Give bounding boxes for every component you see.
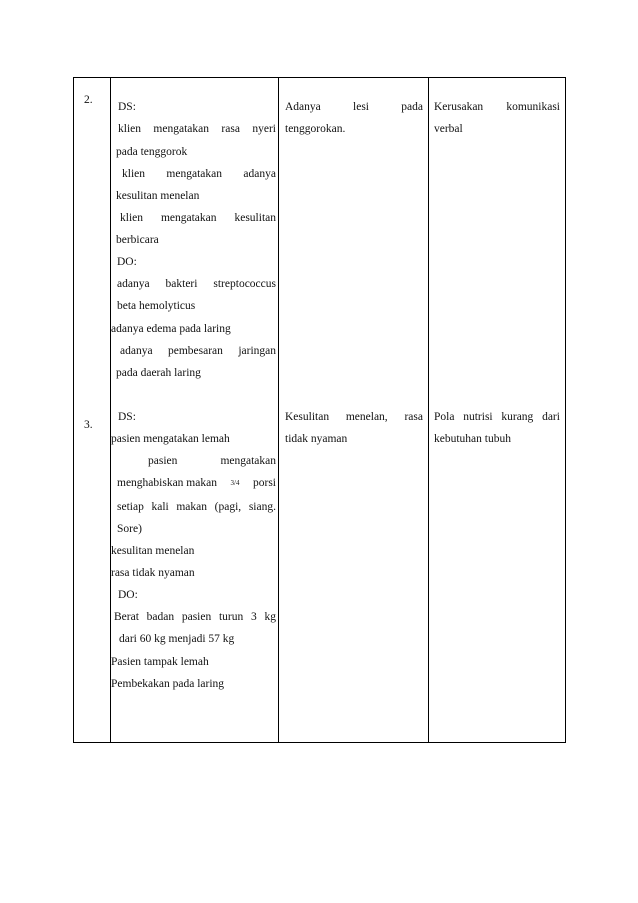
ds-label: DS: — [118, 101, 136, 113]
text-line: Pembekakan pada laring — [111, 678, 225, 690]
text-line: adanya bakteri streptococcus — [117, 278, 276, 290]
text-line: kebutuhan tubuh — [434, 433, 511, 445]
column-divider — [110, 78, 111, 742]
text-line: setiap kali makan (pagi, siang. — [117, 501, 276, 513]
do-label: DO: — [118, 589, 138, 601]
row-number: 3. — [84, 419, 93, 431]
text-line: rasa tidak nyaman — [111, 567, 195, 579]
text-line: verbal — [434, 123, 463, 135]
column-divider — [278, 78, 279, 742]
text-line: berbicara — [116, 234, 159, 246]
text-line: pasien mengatakan — [148, 455, 276, 467]
text-line: Sore) — [117, 523, 142, 535]
text-line: dari 60 kg menjadi 57 kg — [119, 633, 235, 645]
text-line: klien mengatakan adanya — [122, 168, 276, 180]
text-line: kesulitan menelan — [116, 190, 200, 202]
text-line: pasien mengatakan lemah — [111, 433, 230, 445]
ds-label: DS: — [118, 411, 136, 423]
text-line: tidak nyaman — [285, 433, 348, 445]
do-label: DO: — [117, 256, 137, 268]
text-line: Pola nutrisi kurang dari — [434, 411, 560, 423]
text-line: klien mengatakan kesulitan — [120, 212, 276, 224]
text-line: adanya edema pada laring — [111, 323, 231, 335]
text-line: beta hemolyticus — [117, 300, 196, 312]
text-line: pada daerah laring — [116, 367, 201, 379]
text-line: klien mengatakan rasa nyeri — [118, 123, 276, 135]
text-line: tenggorokan. — [285, 123, 346, 135]
text-line: kesulitan menelan — [111, 545, 195, 557]
text-line: Berat badan pasien turun 3 kg — [114, 611, 276, 623]
text-line: Adanya lesi pada — [285, 101, 423, 113]
text-line: pada tenggorok — [116, 146, 188, 158]
text-line: Kerusakan komunikasi — [434, 101, 560, 113]
text-line: adanya pembesaran jaringan — [120, 345, 276, 357]
text-line: menghabiskan makan 3/4 porsi — [117, 477, 276, 489]
text-line: Pasien tampak lemah — [111, 656, 209, 668]
row-number: 2. — [84, 94, 93, 106]
column-divider — [428, 78, 429, 742]
text-line: Kesulitan menelan, rasa — [285, 411, 423, 423]
